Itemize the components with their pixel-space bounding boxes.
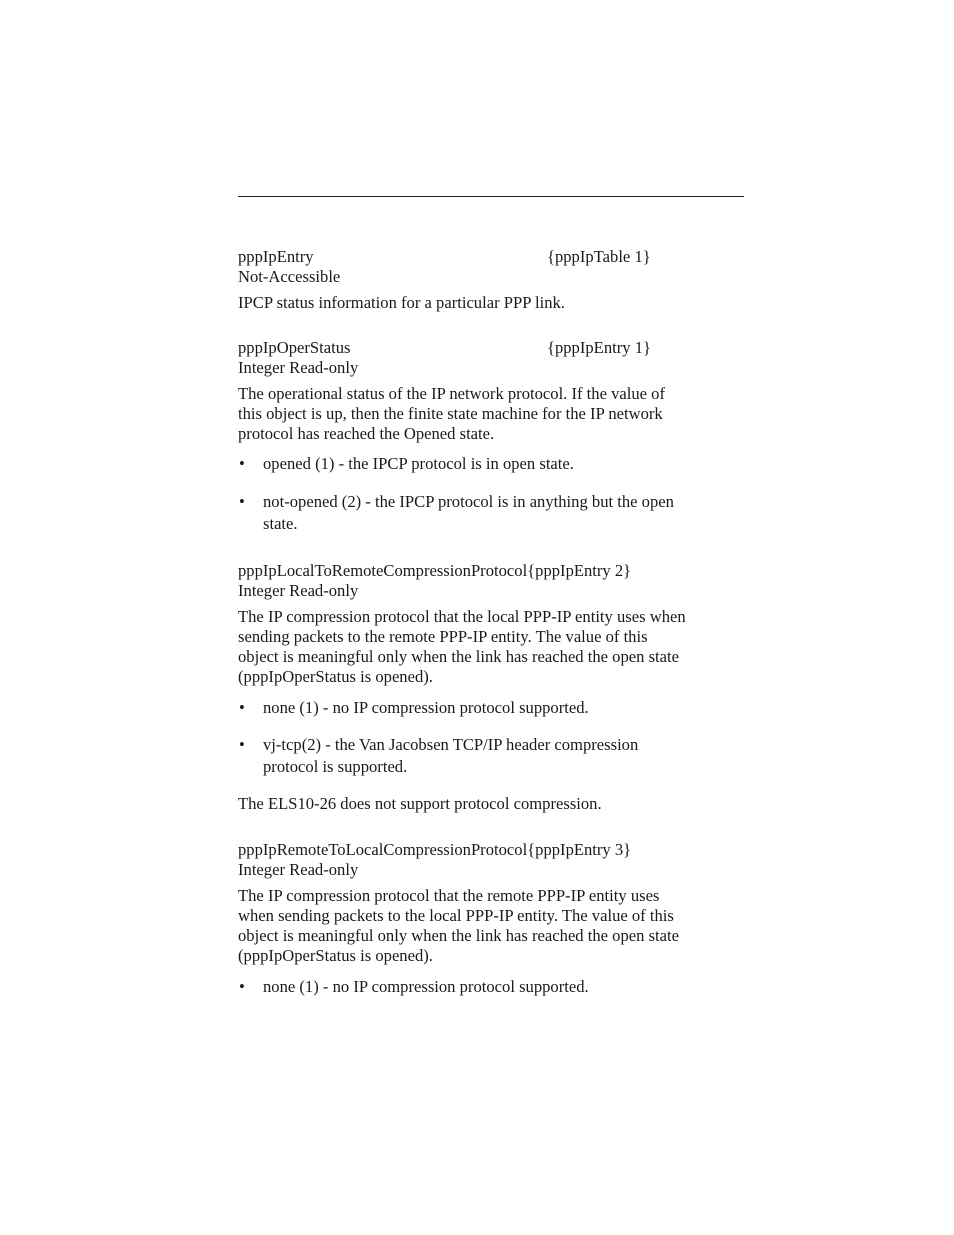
entry-access: Integer Read-only — [238, 860, 359, 879]
bullet-glyph: • — [239, 492, 245, 511]
list-item: • vj-tcp(2) - the Van Jacobsen TCP/IP header compression protocol is supported. — [239, 735, 639, 776]
mib-entry-local-to-remote-compression — [238, 561, 744, 814]
mib-entry-remote-to-local-compression — [238, 840, 744, 999]
mib-entry-pppipoperstatus — [238, 338, 744, 536]
list-item: • none (1) - no IP compression protocol supported. — [239, 698, 589, 717]
entry-note: The ELS10-26 does not support protocol compression. — [238, 794, 602, 813]
entry-description: IPCP status information for a particular PPP link. — [238, 293, 565, 312]
bullet-glyph: • — [239, 735, 245, 754]
entry-description: The operational status of the IP network protocol. If the value of this object is up, then the finite state machine for the IP network protocol has reached the Opened state. — [238, 384, 666, 443]
entry-access: Integer Read-only — [238, 581, 359, 600]
entry-oid: {pppIpEntry 1} — [547, 338, 651, 357]
entry-oid: {pppIpTable 1} — [547, 247, 651, 266]
list-item: • opened (1) - the IPCP protocol is in open state. — [239, 454, 574, 473]
entry-heading: pppIpLocalToRemoteCompressionProtocol{pppIpEntry 2} — [238, 561, 632, 580]
entry-heading — [238, 338, 744, 358]
bullet-glyph: • — [239, 977, 245, 996]
entry-description: The IP compression protocol that the local PPP-IP entity uses when sending packets to the remote PPP-IP entity. The value of this object is meaningful only when the link has reached the open state (pppIpOperStatus is opened). — [238, 607, 686, 686]
header-rule — [238, 196, 744, 197]
entry-name: pppIpOperStatus — [238, 338, 351, 357]
list-item: • none (1) - no IP compression protocol supported. — [239, 977, 589, 996]
entry-access: Not-Accessible — [238, 267, 341, 286]
entry-heading: pppIpRemoteToLocalCompressionProtocol{pppIpEntry 3} — [238, 840, 632, 859]
mib-entry-pppipentry — [238, 247, 744, 313]
entry-description: The IP compression protocol that the remote PPP-IP entity uses when sending packets to the local PPP-IP entity. The value of this object is meaningful only when the link has reached the open state (pppIpOperStatus is opened). — [238, 886, 679, 965]
bullet-glyph: • — [239, 698, 245, 717]
entry-heading — [238, 247, 744, 267]
entry-name: pppIpEntry — [238, 247, 314, 266]
entry-access: Integer Read-only — [238, 358, 359, 377]
list-item: • not-opened (2) - the IPCP protocol is in anything but the open state. — [239, 492, 674, 533]
bullet-glyph: • — [239, 454, 245, 473]
